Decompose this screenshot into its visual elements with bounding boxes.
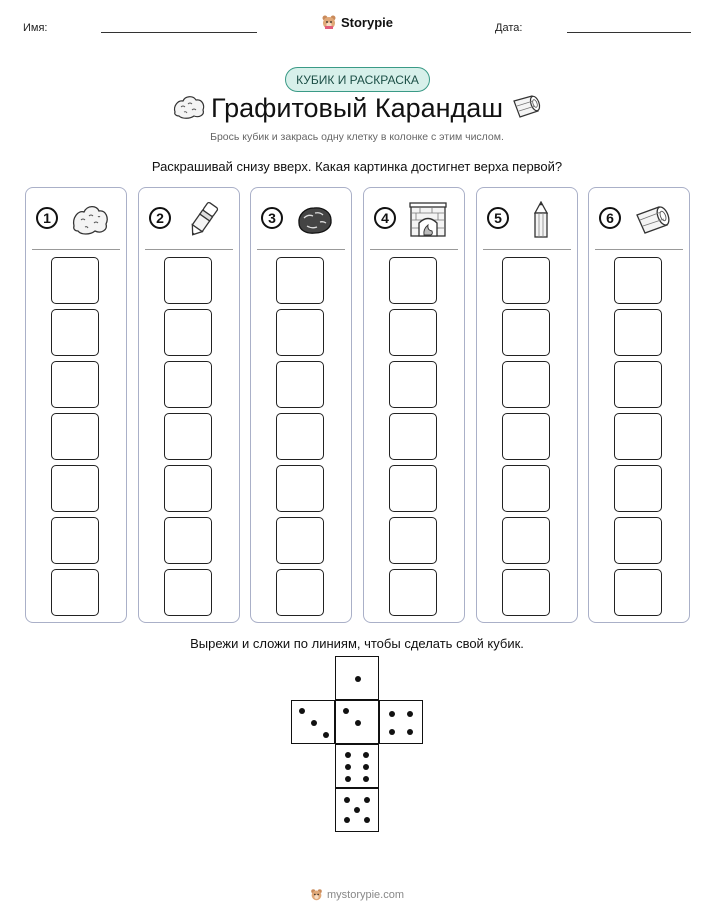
coloring-cell[interactable] [164, 465, 212, 512]
coloring-cell[interactable] [389, 361, 437, 408]
subtitle: Брось кубик и закрась одну клетку в колонке с этим числом. [210, 131, 504, 143]
coloring-cell[interactable] [51, 517, 99, 564]
die-pip [323, 732, 329, 738]
coloring-cell[interactable] [389, 257, 437, 304]
column-divider [595, 249, 683, 250]
die-pip [363, 776, 369, 782]
coloring-cell[interactable] [164, 309, 212, 356]
coloring-cell[interactable] [276, 517, 324, 564]
coloring-cell[interactable] [614, 257, 662, 304]
coloring-cell[interactable] [276, 257, 324, 304]
column-3 [250, 187, 352, 623]
column-5 [476, 187, 578, 623]
die-face-2[interactable] [335, 700, 379, 744]
coloring-cell[interactable] [51, 257, 99, 304]
die-pip [344, 817, 350, 823]
coloring-cell[interactable] [614, 361, 662, 408]
footer [0, 888, 714, 904]
coloring-cell[interactable] [614, 465, 662, 512]
cut-instruction: Вырежи и сложи по линиям, чтобы сделать свой кубик. [190, 636, 524, 651]
page-title: Графитовый Карандаш [211, 93, 503, 123]
coloring-cell[interactable] [389, 465, 437, 512]
log-icon [508, 94, 542, 120]
coloring-cell[interactable] [51, 413, 99, 460]
column-number: 1 [36, 207, 58, 229]
coloring-cell[interactable] [51, 309, 99, 356]
die-pip [344, 797, 350, 803]
coloring-cell[interactable] [389, 309, 437, 356]
column-4 [363, 187, 465, 623]
logo-text: Storypie [340, 14, 393, 30]
coloring-cell[interactable] [614, 517, 662, 564]
coloring-cell[interactable] [164, 569, 212, 616]
coloring-cell[interactable] [164, 517, 212, 564]
die-pip [299, 708, 305, 714]
name-label: Имя: [23, 22, 48, 34]
bear-logo-icon [321, 14, 337, 30]
column-number: 5 [487, 207, 509, 229]
coloring-cell[interactable] [276, 569, 324, 616]
die-face-6[interactable] [335, 744, 379, 788]
die-pip [355, 720, 361, 726]
eraser-pencil-icon [183, 201, 223, 239]
die-pip [345, 764, 351, 770]
coloring-cell[interactable] [389, 517, 437, 564]
coloring-cell[interactable] [502, 465, 550, 512]
die-pip [363, 764, 369, 770]
column-1 [25, 187, 127, 623]
die-face-3[interactable] [291, 700, 335, 744]
column-divider [32, 249, 120, 250]
die-pip [389, 711, 395, 717]
coloring-cell[interactable] [51, 361, 99, 408]
coloring-cell[interactable] [502, 569, 550, 616]
date-label: Дата: [495, 22, 523, 34]
logo [0, 14, 714, 33]
coloring-cell[interactable] [502, 309, 550, 356]
column-number: 6 [599, 207, 621, 229]
activity-badge: КУБИК И РАСКРАСКА [285, 67, 430, 92]
coloring-cell[interactable] [614, 413, 662, 460]
graphite-stone-icon [295, 201, 335, 239]
coloring-cell[interactable] [276, 465, 324, 512]
die-pip [389, 729, 395, 735]
column-2 [138, 187, 240, 623]
footer-url[interactable]: mystorypie.com [326, 888, 405, 901]
coloring-cell[interactable] [51, 465, 99, 512]
die-pip [354, 807, 360, 813]
coloring-cell[interactable] [502, 413, 550, 460]
die-pip [345, 752, 351, 758]
die-pip [311, 720, 317, 726]
coloring-cell[interactable] [389, 413, 437, 460]
log-icon [633, 201, 673, 239]
die-face-5[interactable] [335, 788, 379, 832]
die-pip [407, 729, 413, 735]
bear-logo-icon [310, 888, 323, 901]
coloring-cell[interactable] [614, 309, 662, 356]
die-pip [345, 776, 351, 782]
column-divider [483, 249, 571, 250]
column-6 [588, 187, 690, 623]
coloring-cell[interactable] [164, 413, 212, 460]
die-pip [364, 797, 370, 803]
fireplace-icon [408, 201, 448, 239]
die-pip [343, 708, 349, 714]
coloring-cell[interactable] [51, 569, 99, 616]
coloring-cell[interactable] [502, 361, 550, 408]
coloring-cell[interactable] [614, 569, 662, 616]
die-pip [363, 752, 369, 758]
die-face-1[interactable] [335, 656, 379, 700]
die-pip [355, 676, 361, 682]
column-number: 4 [374, 207, 396, 229]
die-pip [407, 711, 413, 717]
column-divider [370, 249, 458, 250]
column-divider [145, 249, 233, 250]
coloring-cell[interactable] [164, 257, 212, 304]
coloring-cell[interactable] [276, 309, 324, 356]
column-number: 2 [149, 207, 171, 229]
die-pip [364, 817, 370, 823]
rock-icon [70, 201, 110, 239]
column-divider [257, 249, 345, 250]
coloring-cell[interactable] [276, 361, 324, 408]
coloring-cell[interactable] [389, 569, 437, 616]
column-number: 3 [261, 207, 283, 229]
pencil-icon [521, 201, 561, 239]
die-face-4[interactable] [379, 700, 423, 744]
coloring-cell[interactable] [164, 361, 212, 408]
coloring-cell[interactable] [276, 413, 324, 460]
coloring-cell[interactable] [502, 257, 550, 304]
coloring-instruction: Раскрашивай снизу вверх. Какая картинка достигнет верха первой? [151, 159, 563, 174]
coloring-cell[interactable] [502, 517, 550, 564]
